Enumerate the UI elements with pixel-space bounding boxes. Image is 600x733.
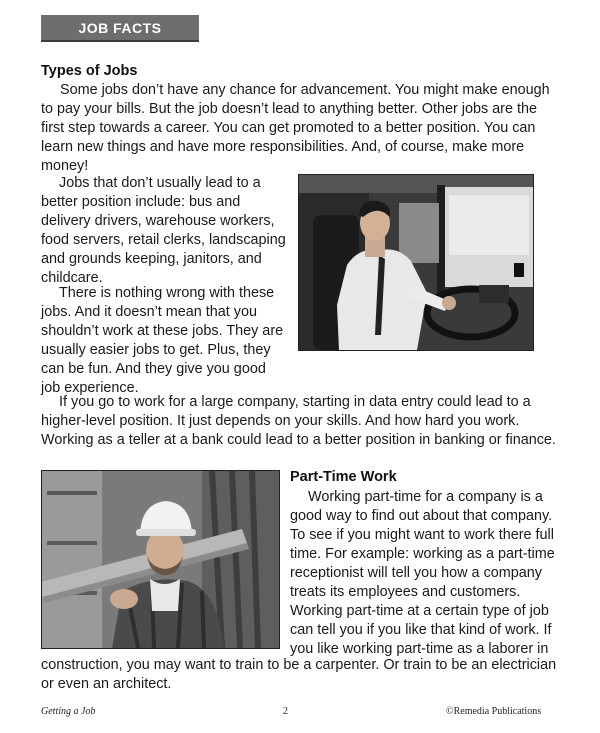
nothing-wrong-paragraph: There is nothing wrong with these jobs. And it doesn’t mean that you shouldn’t work at these jobs. They are usually easier jobs to get. Plus, they can be fun. And they give you good job experience. (41, 285, 284, 396)
types-of-jobs-paragraph: to pay your bills. But the job doesn’t lead to anything better. Other jobs are the first step towards a career. You can get promoted to a better position. You can learn new things and have more responsibilities. And, of course, make more money! (41, 101, 537, 174)
types-of-jobs-paragraph-line1: Some jobs don’t have any chance for advancement. You might make enough (60, 82, 550, 98)
section-banner-label: JOB FACTS (78, 19, 162, 36)
low-advancement-jobs-paragraph: Jobs that don’t usually lead to a better position include: bus and delivery drivers, warehouse workers, food servers, retail clerks, landscaping and grounds keeping, janitors, and childcare. (41, 175, 286, 286)
part-time-work-paragraph-continued: construction, you may want to train to be a carpenter. Or train to be an electrician or even an architect. (41, 657, 557, 692)
large-company-paragraph: If you go to work for a large company, starting in data entry could lead to a higher-level position. It just depends on your skills. And how hard you work. Working as a teller at a bank could lead to a better position in banking or finance. (41, 394, 556, 448)
footer-publisher: ©Remedia Publications (446, 706, 542, 717)
footer-book-title: Getting a Job (41, 706, 96, 717)
construction-worker-illustration (42, 471, 279, 648)
construction-worker-photo (41, 470, 280, 649)
bus-driver-illustration (299, 175, 533, 350)
bus-driver-photo (298, 174, 534, 351)
section-banner (41, 15, 199, 42)
part-time-work-paragraph: Working part-time for a company is a good way to find out about that company. To see if you might want to work there full time. For example: working as a part-time receptionist will tell you how a company treats its employees and customers. Working part-time at a certain type of job can tell you if you like that kind of work. If you like working part-time as a laborer in (290, 489, 555, 657)
part-time-work-heading: Part-Time Work (290, 469, 397, 485)
footer-page-number: 2 (283, 706, 288, 717)
types-of-jobs-heading: Types of Jobs (41, 63, 138, 79)
